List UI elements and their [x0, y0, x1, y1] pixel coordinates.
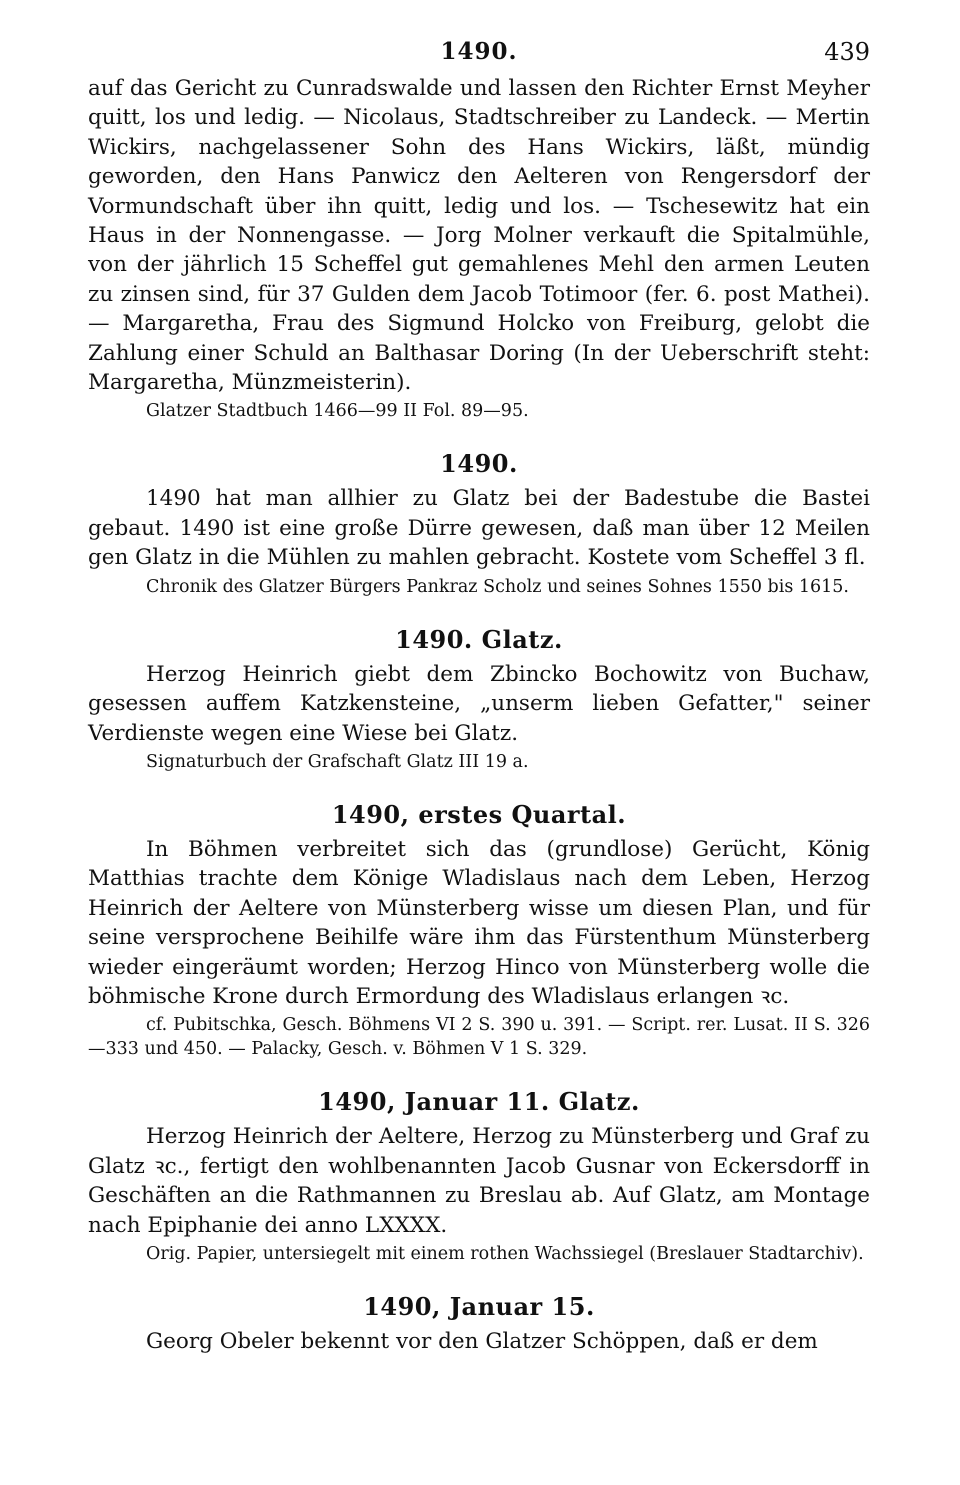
page-number: 439	[824, 38, 870, 66]
entry-heading: 1490, Januar 11. Glatz.	[318, 1087, 640, 1117]
document-page	[88, 30, 870, 1470]
entry-1490-erstes-quartal	[88, 800, 870, 1061]
entry-text: auf das Gericht zu Cunradswalde und lassen den Richter Ernst Meyher quitt, los und ledig. — Nicolaus, Stadtschreiber zu Landeck. — Mertin Wickirs, nachgelassener Sohn des Hans Wickirs, läßt, mündig geworden, den Hans Panwicz den Aelteren von Rengersdorf der Vormundschaft über ihn quitt, ledig und los. — Tschesewitz hat ein Haus in der Nonnengasse. — Jorg Molner verkauft die Spitalmühle, von der jährlich 15 Scheffel gut gemahlenes Mehl den armen Leuten zu zinsen sind, für 37 Gulden dem Jacob Totimoor (fer. 6. post Mathei). — Margaretha, Frau des Sigmund Holcko von Freiburg, gelobt die Zahlung einer Schuld an Balthasar Doring (In der Ueberschrift steht: Margaretha, Münzmeisterin).	[88, 76, 870, 396]
running-header-year: 1490.	[440, 38, 518, 65]
entry-source: cf. Pubitschka, Gesch. Böhmens VI 2 S. 390 u. 391. — Script. rer. Lusat. II S. 326—333 und 450. — Palacky, Gesch. v. Böhmen V 1 S. 329.	[88, 1015, 870, 1060]
entry-heading: 1490, Januar 15.	[363, 1291, 595, 1321]
entry-source: Chronik des Glatzer Bürgers Pankraz Scholz und seines Sohnes 1550 bis 1615.	[146, 576, 849, 597]
entry-1490-glatz	[88, 625, 870, 774]
entry-text: Georg Obeler bekennt vor den Glatzer Schöppen, daß er dem	[146, 1328, 818, 1354]
entry-source: Orig. Papier, untersiegelt mit einem rothen Wachssiegel (Breslauer Stadtarchiv).	[146, 1243, 864, 1264]
entry-heading: 1490, erstes Quartal.	[331, 799, 627, 829]
entry-text: Herzog Heinrich giebt dem Zbincko Bochowitz von Buchaw, gesessen auffem Katzkensteine, „unserm lieben Gefatter," seiner Verdienste wegen eine Wiese bei Glatz.	[88, 661, 870, 746]
entry-text: Herzog Heinrich der Aeltere, Herzog zu Münsterberg und Graf zu Glatz ꝛc., fertigt den wohlbenannten Jacob Gusnar von Eckersdorff in Geschäften an die Rathmannen zu Breslau ab. Auf Glatz, am Montage nach Epiphanie dei anno LXXXX.	[88, 1124, 870, 1238]
entry-continuation	[88, 74, 870, 423]
entry-1490-januar-11	[88, 1087, 870, 1266]
entry-heading: 1490.	[440, 449, 518, 479]
entry-1490-januar-15	[88, 1292, 870, 1356]
entry-source: Signaturbuch der Grafschaft Glatz III 19 a.	[146, 751, 529, 772]
running-header	[88, 30, 870, 74]
entry-text: 1490 hat man allhier zu Glatz bei der Badestube die Bastei gebaut. 1490 ist eine große Dürre gewesen, daß man über 12 Meilen gen Glatz in die Mühlen zu mahlen gebracht. Kostete vom Scheffel 3 fl.	[88, 486, 870, 571]
entry-source: Glatzer Stadtbuch 1466—99 II Fol. 89—95.	[146, 401, 529, 422]
entry-heading: 1490. Glatz.	[395, 624, 563, 654]
entry-1490	[88, 449, 870, 598]
entry-text: In Böhmen verbreitet sich das (grundlose) Gerücht, König Matthias trachte dem Könige Wladislaus nach dem Leben, Herzog Heinrich der Aeltere von Münsterberg wisse um diesen Plan, und für seine versprochene Beihilfe wäre ihm das Fürstenthum Münsterberg wieder eingeräumt worden; Herzog Hinco von Münsterberg wolle die böhmische Krone durch Ermordung des Wladislaus erlangen ꝛc.	[88, 836, 870, 1009]
